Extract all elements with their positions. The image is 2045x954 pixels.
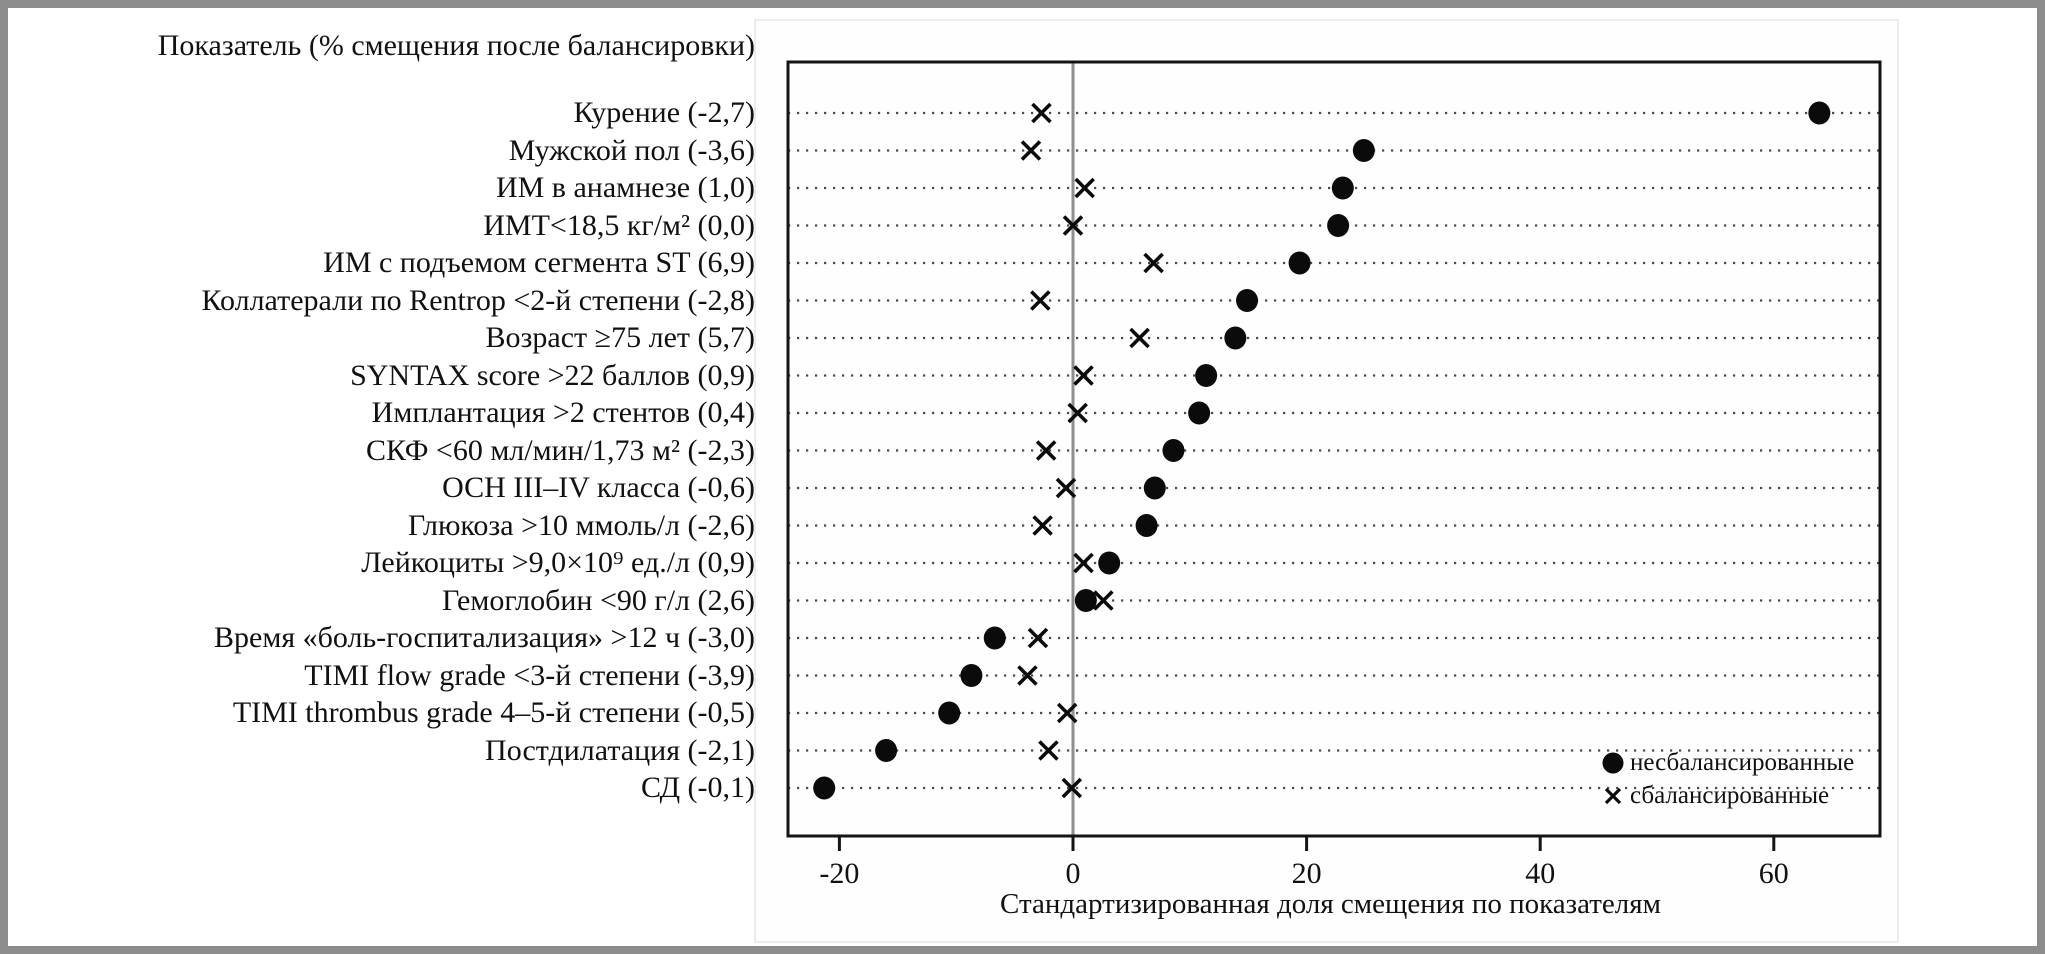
x-tick-label: 20 (1291, 857, 1322, 888)
category-label: ИМ с подъемом сегмента ST (6,9) (323, 246, 755, 279)
marker-unbalanced (1289, 252, 1311, 275)
marker-unbalanced (813, 777, 835, 800)
marker-unbalanced (1144, 477, 1166, 500)
marker-unbalanced (1098, 552, 1120, 575)
category-label: Гемоглобин <90 г/л (2,6) (442, 583, 755, 617)
marker-balanced (1037, 442, 1055, 460)
category-label: Глюкоза >10 ммоль/л (-2,6) (407, 508, 755, 542)
marker-balanced (1034, 517, 1052, 535)
category-label: СКФ <60 мл/мин/1,73 м² (-2,3) (366, 433, 755, 467)
category-label: Коллатерали по Rentrop <2-й степени (-2,8) (201, 283, 755, 317)
category-label: Имплантация >2 стентов (0,4) (371, 396, 755, 429)
marker-balanced (1069, 404, 1087, 422)
category-label: Постдилатация (-2,1) (485, 733, 755, 767)
marker-unbalanced (1162, 439, 1184, 462)
marker-unbalanced (1136, 514, 1158, 537)
marker-unbalanced (1327, 214, 1349, 237)
category-label: ИМТ<18,5 кг/м² (0,0) (483, 208, 755, 242)
legend-label-balanced: сбалансированные (1630, 781, 1830, 809)
marker-unbalanced (1224, 327, 1246, 350)
x-cross-icon (1596, 783, 1630, 809)
marker-unbalanced (1188, 402, 1210, 425)
filled-circle-icon (1596, 750, 1630, 776)
marker-unbalanced (938, 702, 960, 725)
x-axis-label: Стандартизированная доля смещения по показателям (1000, 888, 1661, 920)
chart-header: Показатель (% смещения после балансировки) (157, 29, 755, 62)
x-tick-label: 40 (1525, 857, 1556, 888)
marker-unbalanced (1332, 177, 1354, 200)
marker-balanced (1094, 592, 1112, 610)
category-label: Лейкоциты >9,0×10⁹ ед./л (0,9) (361, 546, 755, 579)
x-tick-label: -20 (819, 857, 860, 888)
category-label: СД (-0,1) (641, 771, 755, 804)
legend-item-balanced (1596, 779, 1854, 812)
category-label: ИМ в анамнезе (1,0) (495, 171, 755, 204)
category-label: SYNTAX score >22 баллов (0,9) (350, 358, 755, 392)
x-tick-label: 60 (1758, 857, 1789, 888)
legend (1596, 746, 1854, 812)
marker-balanced (1145, 254, 1163, 272)
marker-unbalanced (1195, 364, 1217, 387)
legend-item-unbalanced (1596, 746, 1854, 779)
marker-unbalanced (960, 664, 982, 687)
marker-balanced (1022, 142, 1040, 160)
legend-label-unbalanced: несбалансированные (1630, 748, 1855, 776)
category-label: ОСН III–IV класса (-0,6) (442, 471, 755, 504)
marker-balanced (1032, 104, 1050, 122)
marker-unbalanced (984, 627, 1006, 650)
category-label: Курение (-2,7) (573, 96, 755, 129)
category-label: TIMI flow grade <3-й степени (-3,9) (304, 658, 755, 692)
marker-balanced (1131, 329, 1149, 347)
category-label: TIMI thrombus grade 4–5-й степени (-0,5) (232, 696, 755, 729)
marker-balanced (1018, 667, 1036, 685)
marker-unbalanced (1808, 102, 1830, 125)
marker-balanced (1031, 292, 1049, 310)
category-label: Время «боль-госпитализация» >12 ч (-3,0) (214, 621, 755, 654)
marker-unbalanced (875, 739, 897, 762)
marker-balanced (1076, 179, 1094, 197)
category-label: Возраст ≥75 лет (5,7) (485, 321, 755, 354)
x-tick-label: 0 (1065, 857, 1081, 888)
marker-unbalanced (1353, 139, 1375, 162)
category-label: Мужской пол (-3,6) (508, 133, 755, 167)
marker-unbalanced (1236, 289, 1258, 312)
